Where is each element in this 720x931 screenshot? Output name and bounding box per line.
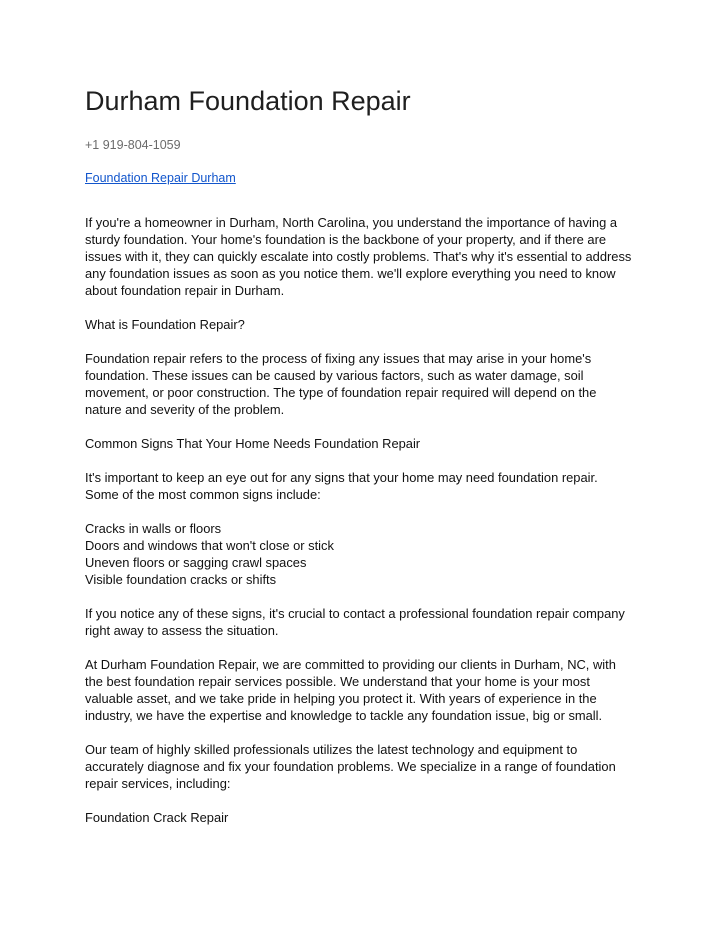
paragraph bbox=[85, 656, 645, 724]
paragraph bbox=[85, 520, 645, 588]
paragraph bbox=[85, 469, 645, 503]
text-line: Foundation Crack Repair bbox=[85, 810, 229, 825]
text-line: Doors and windows that won't close or stick bbox=[85, 538, 334, 553]
text-line: Cracks in walls or floors bbox=[85, 521, 222, 536]
text-line: At Durham Foundation Repair, we are committed to providing our clients in Durham, NC, with bbox=[85, 657, 616, 672]
text-line: Some of the most common signs include: bbox=[85, 487, 321, 502]
document-body bbox=[85, 214, 645, 826]
paragraph bbox=[85, 809, 645, 826]
text-line: If you notice any of these signs, it's crucial to contact a professional foundation repair company bbox=[85, 606, 625, 621]
text-line: repair services, including: bbox=[85, 776, 231, 791]
text-line: about foundation repair in Durham. bbox=[85, 283, 285, 298]
text-line: What is Foundation Repair? bbox=[85, 317, 245, 332]
text-line: If you're a homeowner in Durham, North Carolina, you understand the importance of having a bbox=[85, 215, 617, 230]
paragraph bbox=[85, 605, 645, 639]
text-line: the best foundation repair services possible. We understand that your home is your most bbox=[85, 674, 590, 689]
text-line: foundation. These issues can be caused by various factors, such as water damage, soil bbox=[85, 368, 584, 383]
text-line: any foundation issues as soon as you notice them. we'll explore everything you need to know bbox=[85, 266, 616, 281]
text-line: industry, we have the expertise and knowledge to tackle any foundation issue, big or small. bbox=[85, 708, 603, 723]
paragraph bbox=[85, 214, 645, 299]
paragraph bbox=[85, 350, 645, 418]
document-title: Durham Foundation Repair bbox=[85, 86, 411, 116]
text-line: Visible foundation cracks or shifts bbox=[85, 572, 277, 587]
text-line: Foundation repair refers to the process of fixing any issues that may arise in your home's bbox=[85, 351, 592, 366]
paragraph bbox=[85, 741, 645, 792]
text-line: movement, or poor construction. The type of foundation repair required will depend on the bbox=[85, 385, 597, 400]
phone-number: +1 919-804-1059 bbox=[85, 138, 181, 152]
foundation-repair-durham-link[interactable]: Foundation Repair Durham bbox=[85, 171, 236, 185]
text-line: sturdy foundation. Your home's foundation is the backbone of your property, and if there are bbox=[85, 232, 607, 247]
text-line: right away to assess the situation. bbox=[85, 623, 279, 638]
text-line: issues with it, they can quickly escalate into costly problems. That's why it's essential to address bbox=[85, 249, 632, 264]
paragraph bbox=[85, 316, 645, 333]
document-content bbox=[85, 84, 645, 843]
text-line: Uneven floors or sagging crawl spaces bbox=[85, 555, 307, 570]
text-line: Common Signs That Your Home Needs Foundation Repair bbox=[85, 436, 421, 451]
text-line: nature and severity of the problem. bbox=[85, 402, 285, 417]
text-line: It's important to keep an eye out for any signs that your home may need foundation repair. bbox=[85, 470, 598, 485]
text-line: accurately diagnose and fix your foundation problems. We specialize in a range of foundation bbox=[85, 759, 616, 774]
text-line: Our team of highly skilled professionals utilizes the latest technology and equipment to bbox=[85, 742, 578, 757]
text-line: valuable asset, and we take pride in helping you protect it. With years of experience in the bbox=[85, 691, 597, 706]
paragraph bbox=[85, 435, 645, 452]
